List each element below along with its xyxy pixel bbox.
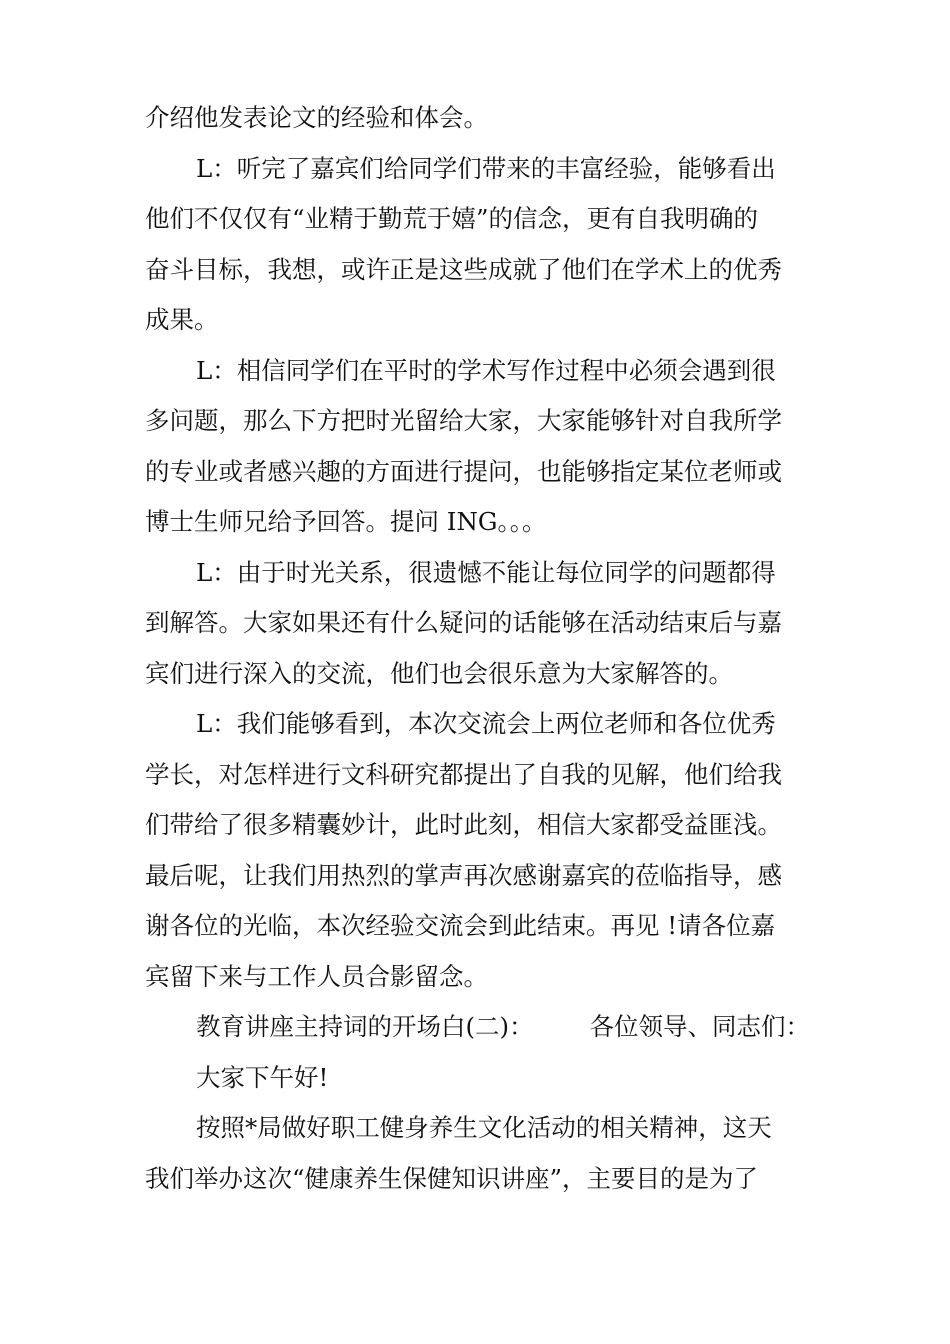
section-heading-salutation: 各位领导、同志们：: [589, 1012, 810, 1041]
text-line: 宾留下来与工作人员合影留念。: [145, 961, 488, 991]
text-line: 博士生师兄给予回答。提问 ING。。。: [145, 507, 547, 536]
final-paragraph: [145, 1103, 810, 1204]
text-line: L：由于时光关系，很遗憾不能让每位同学的问题都得: [196, 557, 776, 587]
text-line: 多问题，那么下方把时光留给大家，大家能够针对自我所学: [145, 406, 782, 435]
text-line: 我们举办这次“健康养生保健知识讲座”，主要目的是为了: [145, 1163, 759, 1193]
text-line: L：听完了嘉宾们给同学们带来的丰富经验，能够看出: [196, 153, 776, 183]
text-line: 介绍他发表论文的经验和体会。: [145, 103, 488, 132]
text-line: 最后呢，让我们用热烈的掌声再次感谢嘉宾的莅临指导，感: [145, 860, 782, 890]
text-line: 成果。: [145, 305, 219, 334]
paragraph-2: [145, 144, 810, 346]
paragraph-3: [145, 346, 810, 548]
paragraph-4: [145, 548, 810, 700]
paragraph-1: [145, 93, 810, 144]
text-line: 谢各位的光临，本次经验交流会到此结束。再见 !请各位嘉: [145, 911, 776, 940]
text-line: 奋斗目标，我想，或许正是这些成就了他们在学术上的优秀: [145, 254, 782, 284]
text-line: 宾们进行深入的交流，他们也会很乐意为大家解答的。: [145, 658, 733, 688]
text-line: 的专业或者感兴趣的方面进行提问，也能够指定某位老师或: [145, 456, 782, 486]
text-line: 到解答。大家如果还有什么疑问的话能够在活动结束后与嘉: [145, 608, 782, 637]
text-line: 学长，对怎样进行文科研究都提出了自我的见解，他们给我: [145, 759, 782, 789]
section-heading-title: 教育讲座主持词的开场白(二)：: [196, 1012, 534, 1041]
text-line: 们带给了很多精囊妙计，此时此刻，相信大家都受益匪浅。: [145, 810, 782, 839]
section-heading: [145, 1002, 810, 1053]
text-line: 按照*局做好职工健身养生文化活动的相关精神，这天: [196, 1113, 772, 1142]
text-line: L：相信同学们在平时的学术写作过程中必须会遇到很: [196, 355, 776, 385]
greeting-paragraph: [145, 1053, 810, 1104]
text-line: 他们不仅仅有“业精于勤荒于嬉”的信念，更有自我明确的: [145, 204, 759, 233]
paragraph-5: [145, 699, 810, 1002]
document-body: [145, 93, 810, 1204]
text-line: L：我们能够看到，本次交流会上两位老师和各位优秀: [196, 709, 776, 738]
greeting-text: 大家下午好!: [196, 1062, 329, 1092]
